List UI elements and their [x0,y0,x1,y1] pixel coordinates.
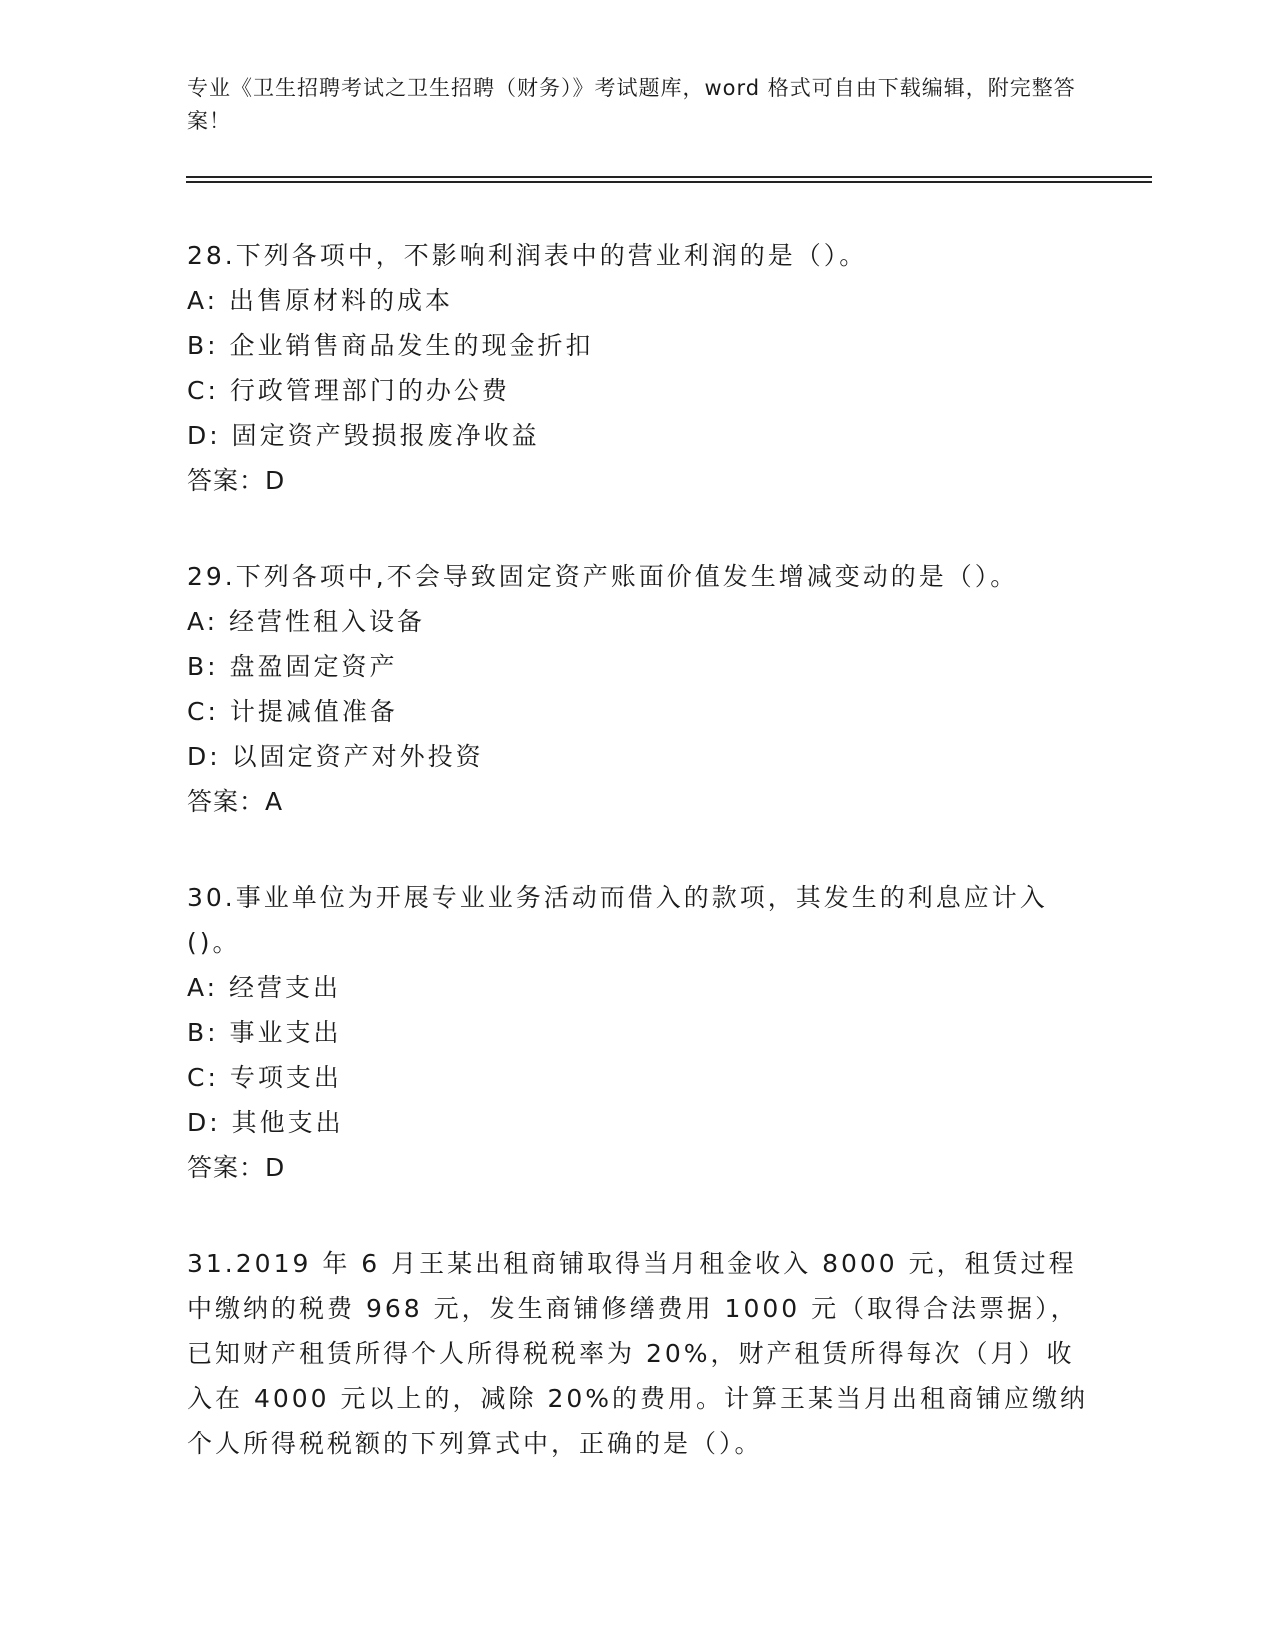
question-stem: 29.下列各项中,不会导致固定资产账面价值发生增减变动的是（）。 [187,562,1019,591]
option-b: B: 盘盈固定资产 [187,652,398,681]
option-c: C: 行政管理部门的办公费 [187,376,510,405]
option-b: B: 事业支出 [187,1018,342,1047]
document-header: 专业《卫生招聘考试之卫生招聘（财务）》考试题库，word 格式可自由下载编辑，附完整答案！ [187,76,1076,133]
option-d: D: 固定资产毁损报废净收益 [187,421,540,450]
option-a: A: 出售原材料的成本 [187,286,454,315]
option-a: A: 经营性租入设备 [187,607,426,636]
option-c: C: 计提减值准备 [187,697,398,726]
question-stem: 31.2019 年 6 月王某出租商铺取得当月租金收入 8000 元，租赁过程中缴纳的税费 968 元，发生商铺修缮费用 1000 元（取得合法票据），已知财产租赁所得个人所得税税率为 20%，财产租赁所得每次（月）收入在 4000 元以上的，减除 20%的费用。计算王某当月出租商铺应缴纳个人所得税税额的下列算式中，正确的是（）。 [187,1249,1089,1458]
header-divider-bottom [186,181,1152,183]
header-divider-top [186,176,1152,178]
answer-text: 答案：D [187,466,286,495]
question-29 [187,554,1097,824]
answer-text: 答案：A [187,787,284,816]
question-30 [187,875,1097,1190]
question-31 [187,1241,1097,1466]
option-b: B: 企业销售商品发生的现金折扣 [187,331,594,360]
option-a: A: 经营支出 [187,973,342,1002]
option-d: D: 以固定资产对外投资 [187,742,484,771]
answer-text: 答案：D [187,1153,286,1182]
question-list [187,233,1097,1517]
option-d: D: 其他支出 [187,1108,344,1137]
option-c: C: 专项支出 [187,1063,342,1092]
question-stem: 28.下列各项中，不影响利润表中的营业利润的是（）。 [187,241,868,270]
question-stem: 30.事业单位为开展专业业务活动而借入的款项，其发生的利息应计入()。 [187,883,1048,957]
question-28 [187,233,1097,503]
